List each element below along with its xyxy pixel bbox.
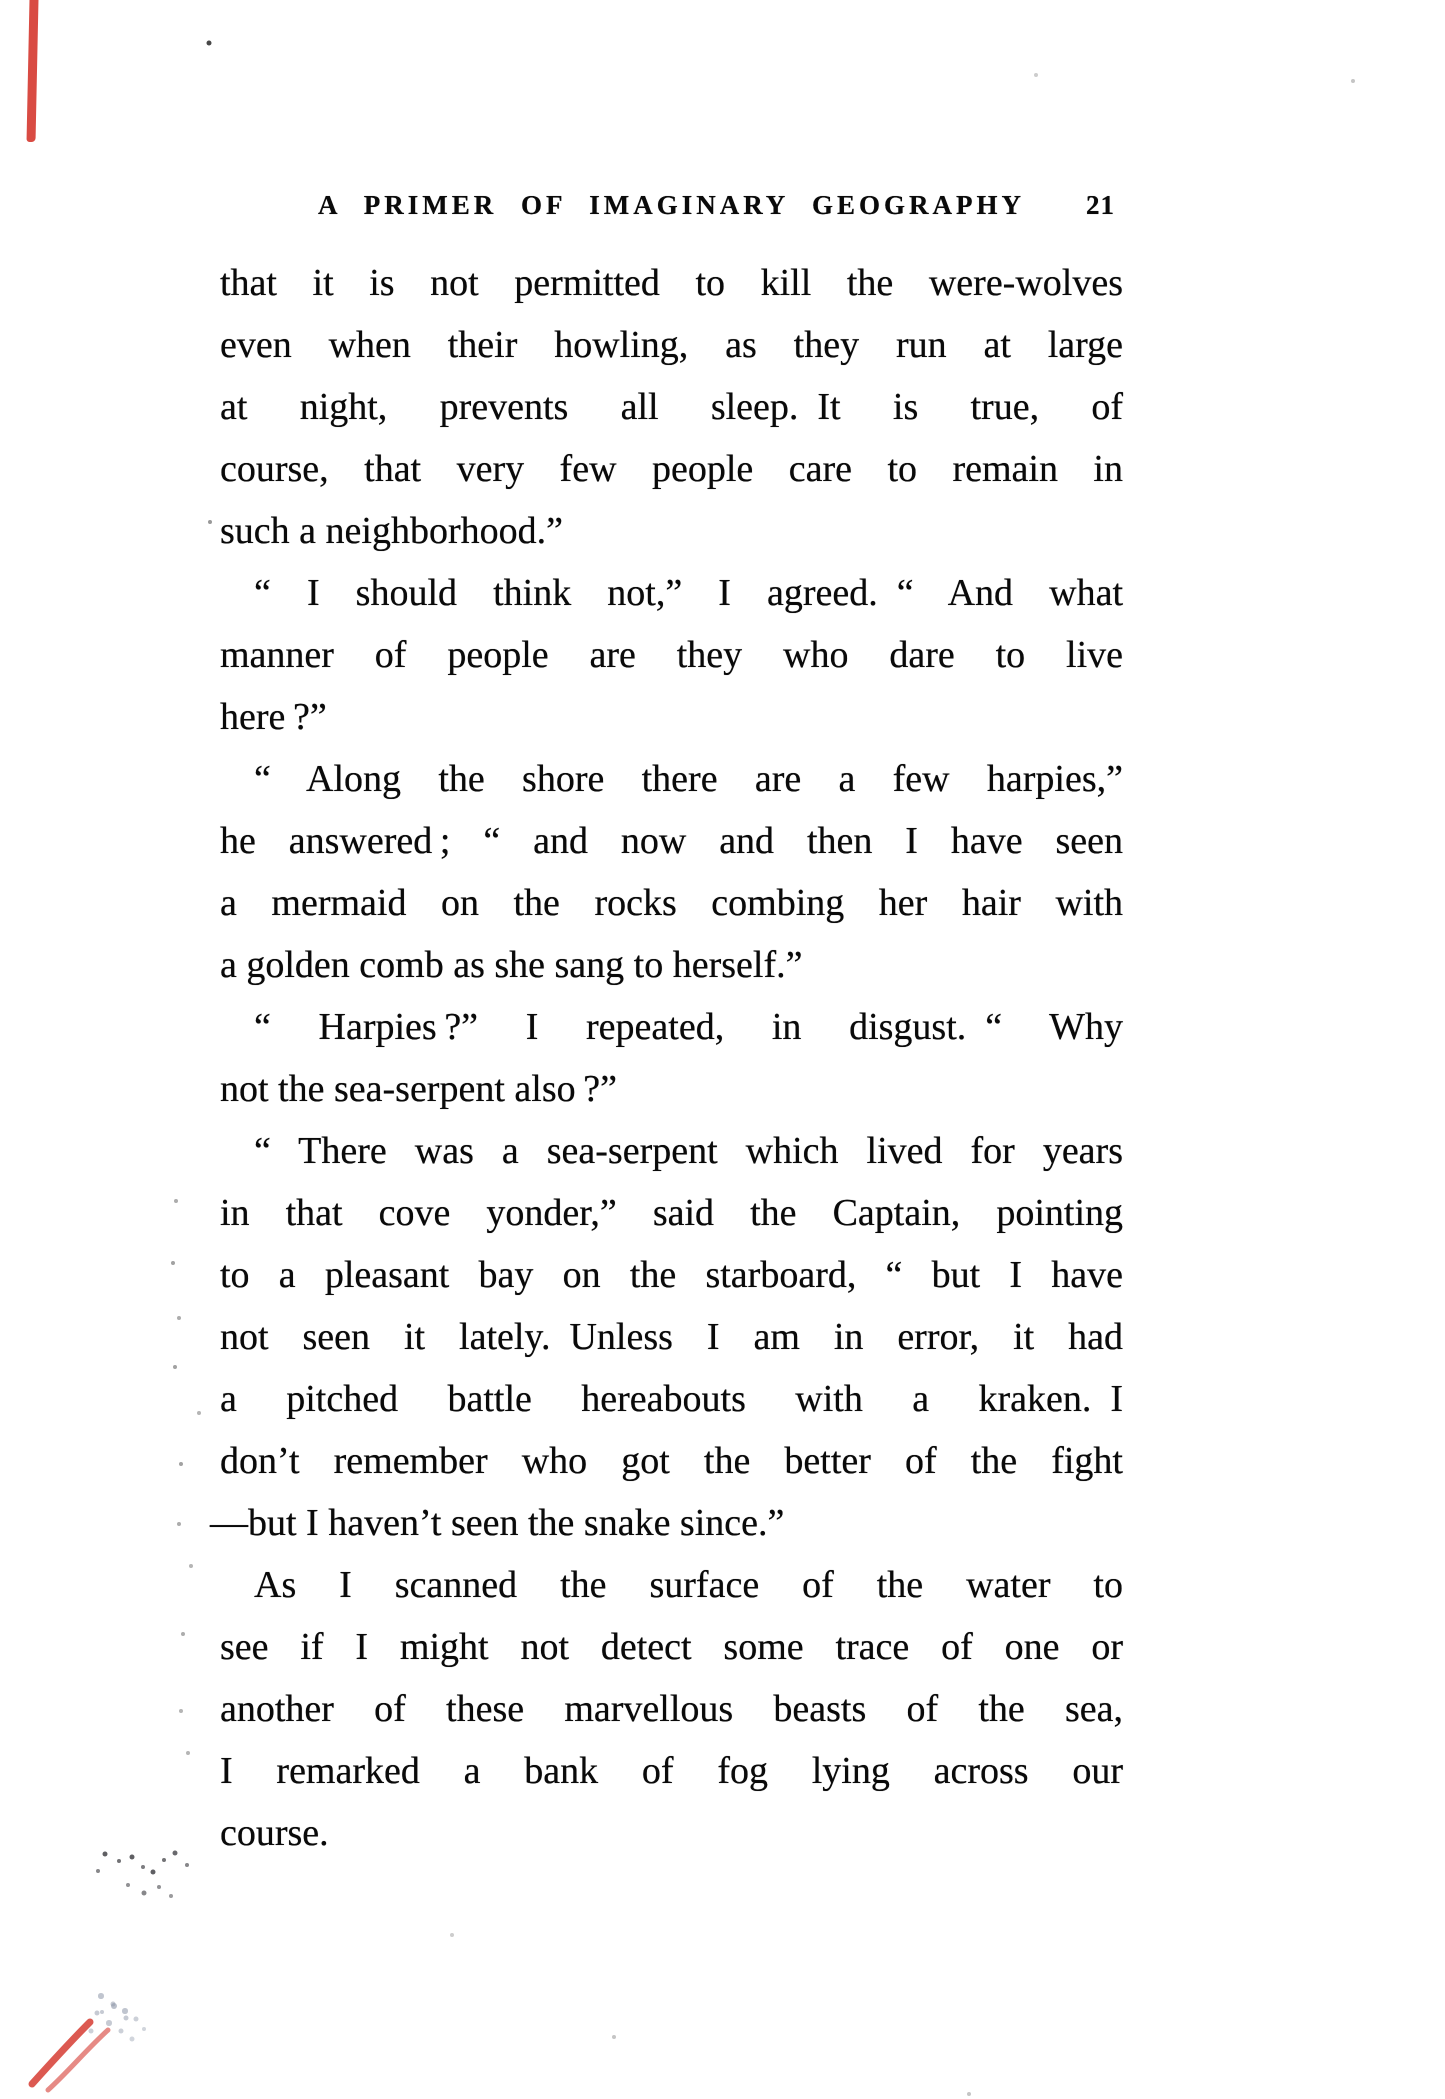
text-line: a pitched battle hereabouts with a kraken. I bbox=[220, 1378, 1123, 1420]
text-line: course, that very few people care to remain in bbox=[220, 448, 1123, 490]
text-line: As I scanned the surface of the water to bbox=[254, 1564, 1123, 1606]
text-line: he answered ; “ and now and then I have seen bbox=[220, 820, 1123, 862]
text-line: a mermaid on the rocks combing her hair with bbox=[220, 882, 1123, 924]
text-line: not the sea-serpent also ?” bbox=[220, 1068, 617, 1110]
page-number: 21 bbox=[1086, 190, 1115, 220]
text-line: even when their howling, as they run at large bbox=[220, 324, 1123, 366]
text-line: “ There was a sea-serpent which lived for years bbox=[254, 1130, 1123, 1172]
text-line: such a neighborhood.” bbox=[220, 510, 563, 552]
text-line: to a pleasant bay on the starboard, “ but I have bbox=[220, 1254, 1123, 1296]
text-line: not seen it lately. Unless I am in error, it had bbox=[220, 1316, 1123, 1358]
text-line: that it is not permitted to kill the were-wolves bbox=[220, 262, 1123, 304]
text-line: at night, prevents all sleep. It is true, of bbox=[220, 386, 1123, 428]
text-line: “ I should think not,” I agreed. “ And what bbox=[254, 572, 1123, 614]
text-line: a golden comb as she sang to herself.” bbox=[220, 944, 803, 986]
body-text bbox=[210, 252, 1123, 1864]
text-line: “ Along the shore there are a few harpies,” bbox=[254, 758, 1123, 800]
text-line: manner of people are they who dare to live bbox=[220, 634, 1123, 676]
text-line: course. bbox=[220, 1812, 329, 1854]
text-line: I remarked a bank of fog lying across our bbox=[220, 1750, 1123, 1792]
text-line: see if I might not detect some trace of one or bbox=[220, 1626, 1123, 1668]
text-line: —but I haven’t seen the snake since.” bbox=[210, 1502, 785, 1544]
text-line: in that cove yonder,” said the Captain, pointing bbox=[220, 1192, 1123, 1234]
red-edge-mark-top bbox=[27, 0, 39, 142]
text-line: don’t remember who got the better of the fight bbox=[220, 1440, 1123, 1482]
margin-speckles bbox=[0, 0, 2, 2]
text-line: another of these marvellous beasts of the sea, bbox=[220, 1688, 1123, 1730]
text-line: “ Harpies ?” I repeated, in disgust. “ Why bbox=[254, 1006, 1123, 1048]
running-header bbox=[220, 190, 1123, 230]
red-pencil-mark-bottom bbox=[18, 1984, 158, 2099]
text-line: here ?” bbox=[220, 696, 327, 738]
running-header-title: A PRIMER OF IMAGINARY GEOGRAPHY bbox=[317, 190, 1026, 220]
